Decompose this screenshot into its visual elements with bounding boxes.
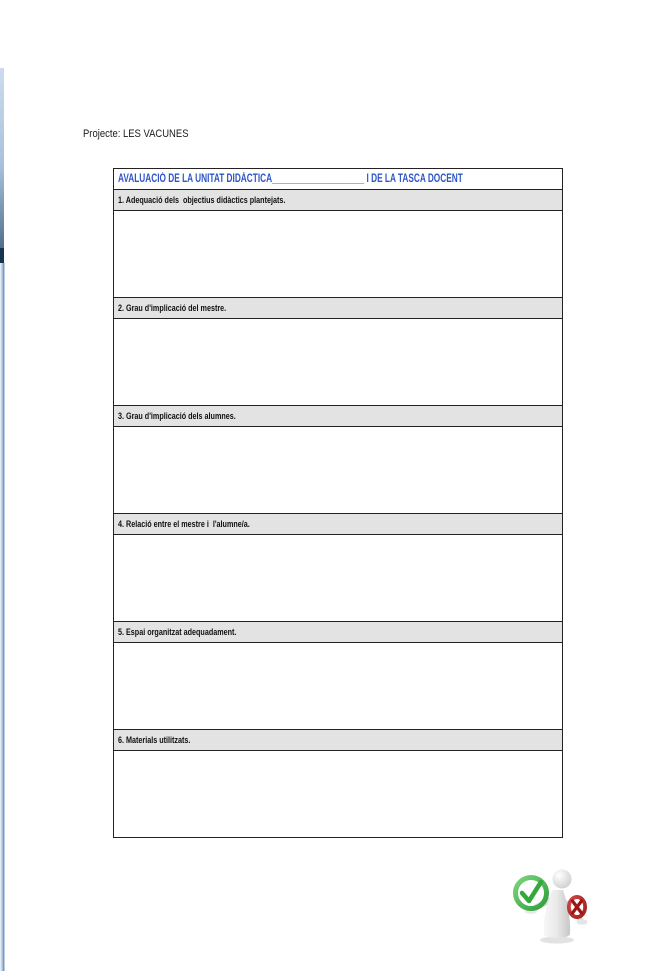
section-header-label: 3. Grau d'implicació dels alumnes. xyxy=(118,411,236,421)
check-icon xyxy=(516,878,547,909)
section-header xyxy=(114,513,562,535)
section-content-cell[interactable] xyxy=(114,751,562,837)
section-content-cell[interactable] xyxy=(114,643,562,729)
section-header xyxy=(114,189,562,211)
section-header xyxy=(114,405,562,427)
section-header xyxy=(114,729,562,751)
cross-icon xyxy=(567,895,587,919)
section-content-cell[interactable] xyxy=(114,211,562,297)
table-title: AVALUACIÓ DE LA UNITAT DIDÀCTICA____________________ I DE LA TASCA DOCENT xyxy=(118,173,463,185)
section-header xyxy=(114,621,562,643)
decoration-figure-check-cross xyxy=(505,866,597,944)
section-header-label: 1. Adequació dels objectius didàctics plantejats. xyxy=(118,195,286,205)
evaluation-table xyxy=(113,168,563,838)
section-header xyxy=(114,297,562,319)
section-content-cell[interactable] xyxy=(114,319,562,405)
section-header-label: 4. Relació entre el mestre i l'alumne/a. xyxy=(118,519,250,529)
section-content-cell[interactable] xyxy=(114,427,562,513)
left-window-border-top xyxy=(0,68,4,248)
project-title: Projecte: LES VACUNES xyxy=(83,128,189,140)
section-header-label: 2. Grau d'implicació del mestre. xyxy=(118,303,227,313)
section-header-label: 6. Materials utilitzats. xyxy=(118,735,191,745)
table-title-row xyxy=(114,169,562,189)
left-window-border-dark-segment xyxy=(0,248,4,263)
left-window-border-bottom xyxy=(0,263,5,971)
section-content-cell[interactable] xyxy=(114,535,562,621)
section-header-label: 5. Espai organitzat adequadament. xyxy=(118,627,237,637)
